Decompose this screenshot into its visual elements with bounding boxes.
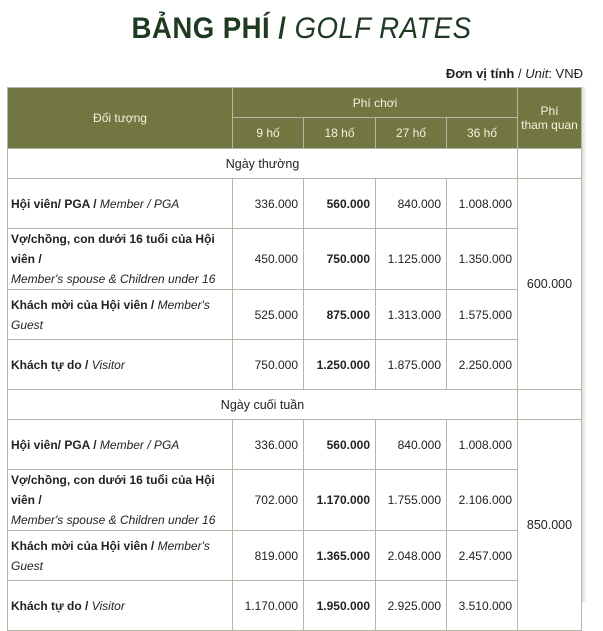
fee-cell: 336.000 (233, 179, 304, 229)
header-sightseeing-line2: tham quan (521, 118, 578, 132)
section-label: Ngày thường (8, 149, 518, 179)
subject-cell (8, 420, 233, 470)
rates-table (7, 87, 582, 631)
fee-cell: 840.000 (376, 420, 447, 470)
fee-cell: 3.510.000 (447, 581, 518, 631)
header-hole-18: 18 hố (304, 118, 376, 149)
subject-separator: / (147, 538, 158, 553)
subject-vi: Khách tự do (11, 598, 82, 613)
fee-cell: 2.106.000 (447, 470, 518, 531)
fee-cell: 750.000 (233, 340, 304, 390)
subject-separator: / (81, 357, 92, 372)
subject-en: Member / PGA (99, 196, 180, 211)
header-row-1 (8, 88, 582, 118)
header-sightseeing-line1: Phí (540, 104, 559, 118)
fee-cell: 525.000 (233, 290, 304, 340)
subject-cell (8, 229, 233, 290)
table-row (8, 420, 582, 470)
subject-vi: Vợ/chồng, con dưới 16 tuổi của Hội viên (11, 232, 215, 266)
subject-vi: Hội viên/ PGA (11, 437, 90, 452)
title-en: GOLF RATES (294, 12, 472, 45)
fee-cell: 2.457.000 (447, 531, 518, 581)
subject-cell (8, 531, 233, 581)
fee-cell: 1.365.000 (304, 531, 376, 581)
header-subject: Đối tượng (8, 88, 233, 149)
fee-cell: 1.755.000 (376, 470, 447, 531)
fee-cell: 1.313.000 (376, 290, 447, 340)
fee-cell: 702.000 (233, 470, 304, 531)
subject-vi: Vợ/chồng, con dưới 16 tuổi của Hội viên (11, 473, 215, 507)
subject-cell (8, 340, 233, 390)
header-play-fee: Phí chơi (233, 88, 518, 118)
unit-value: : VNĐ (548, 66, 583, 81)
subject-separator: / (35, 493, 42, 507)
subject-en: Visitor (91, 598, 125, 613)
header-hole-9: 9 hố (233, 118, 304, 149)
fee-cell: 1.008.000 (447, 420, 518, 470)
fee-cell: 1.250.000 (304, 340, 376, 390)
unit-separator: / (514, 66, 526, 81)
unit-vi: Đơn vị tính (445, 66, 515, 81)
subject-en: Visitor (91, 357, 125, 372)
section-row (8, 149, 582, 179)
subject-cell (8, 581, 233, 631)
subject-en: Member's Guest (11, 297, 210, 332)
fee-cell: 1.008.000 (447, 179, 518, 229)
table-row (8, 290, 582, 340)
header-hole-27: 27 hố (376, 118, 447, 149)
subject-en: Member / PGA (99, 437, 180, 452)
subject-cell (8, 470, 233, 531)
subject-separator: / (147, 297, 158, 312)
fee-cell: 1.575.000 (447, 290, 518, 340)
fee-cell: 560.000 (304, 179, 376, 229)
subject-en: Member's Guest (11, 538, 210, 573)
fee-cell: 875.000 (304, 290, 376, 340)
fee-cell: 1.950.000 (304, 581, 376, 631)
table-row (8, 340, 582, 390)
subject-en: Member's spouse & Children under 16 (11, 272, 216, 286)
subject-cell (8, 290, 233, 340)
subject-vi: Hội viên/ PGA (11, 196, 90, 211)
table-row (8, 581, 582, 631)
table-row (8, 179, 582, 229)
fee-cell: 2.250.000 (447, 340, 518, 390)
fee-cell: 450.000 (233, 229, 304, 290)
fee-cell: 1.350.000 (447, 229, 518, 290)
subject-cell (8, 179, 233, 229)
fee-cell: 819.000 (233, 531, 304, 581)
fee-cell: 560.000 (304, 420, 376, 470)
table-row (8, 531, 582, 581)
unit-en: Unit (525, 66, 549, 81)
subject-vi: Khách mời của Hội viên (11, 538, 148, 553)
subject-separator: / (89, 196, 100, 211)
section-sightseeing-blank (518, 149, 582, 179)
table-row (8, 229, 582, 290)
fee-cell: 750.000 (304, 229, 376, 290)
fee-cell: 2.925.000 (376, 581, 447, 631)
page-title (24, 12, 579, 46)
fee-cell: 336.000 (233, 420, 304, 470)
subject-vi: Khách tự do (11, 357, 82, 372)
title-vi: BẢNG PHÍ / (131, 12, 287, 45)
subject-separator: / (81, 598, 92, 613)
fee-cell: 2.048.000 (376, 531, 447, 581)
section-sightseeing-blank (518, 390, 582, 420)
table-row (8, 470, 582, 531)
subject-separator: / (89, 437, 100, 452)
section-row (8, 390, 582, 420)
fee-cell: 1.170.000 (304, 470, 376, 531)
sightseeing-fee: 600.000 (518, 179, 582, 390)
subject-vi: Khách mời của Hội viên (11, 297, 148, 312)
section-label: Ngày cuối tuần (8, 390, 518, 420)
fee-cell: 1.125.000 (376, 229, 447, 290)
subject-separator: / (35, 252, 42, 266)
rates-body (8, 149, 582, 631)
fee-cell: 1.170.000 (233, 581, 304, 631)
header-sightseeing (518, 88, 582, 149)
header-hole-36: 36 hố (447, 118, 518, 149)
sightseeing-fee: 850.000 (518, 420, 582, 631)
fee-cell: 1.875.000 (376, 340, 447, 390)
fee-cell: 840.000 (376, 179, 447, 229)
subject-en: Member's spouse & Children under 16 (11, 513, 216, 527)
unit-note (446, 66, 583, 81)
